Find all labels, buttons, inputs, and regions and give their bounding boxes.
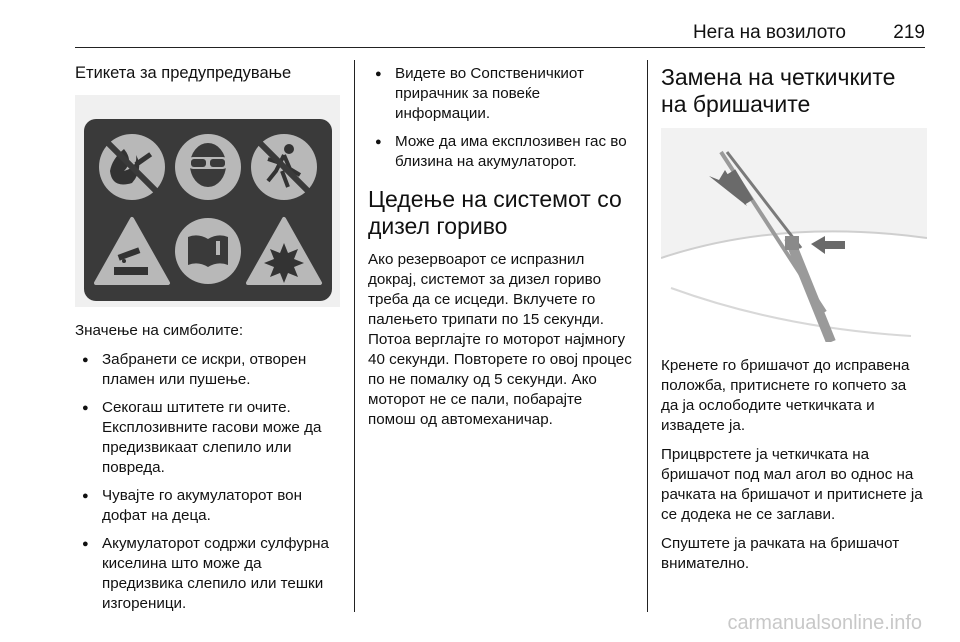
running-head: Нега на возилото [692, 22, 846, 43]
list-item: ● Секогаш штитете ги очите. Експлозивните гасови може да предизвикаат слепило или повреда. [75, 398, 345, 478]
section-heading: Замена на четкичките на бришачите [661, 64, 896, 117]
list-item: ● Може да има експлозивен гас во близина на акумулаторот. [368, 132, 634, 172]
column-divider [354, 60, 355, 612]
warning-label-title: Етикета за предупредување [75, 64, 292, 82]
list-item: ● Видете во Сопственичкиот прирачник за повеќе информации. [368, 64, 634, 124]
eye-protection-icon [175, 134, 241, 200]
column-left [75, 64, 345, 622]
symbols-list-continued [368, 64, 634, 172]
column-right [661, 64, 927, 583]
column-divider [647, 60, 648, 612]
section-paragraph: Ако резервоарот се испразнил докрај, системот за дизел гориво треба да се исцеди. Вклучете го палењето трипати по 15 секунди. Потоа верглајте го моторот најмногу 40 секунди. Повторете го овој процес по не помалку од 5 секунди. Ако моторот не се пали, побарајте помош од автомеханичар. [368, 251, 632, 428]
read-manual-icon [175, 218, 241, 284]
list-item: ● Забранети се искри, отворен пламен или пушење. [75, 350, 345, 390]
section-paragraph: Прицврстете ја четкичката на бришачот под мал агол во однос на рачката на бришачот и притиснете ја се додека не се заглави. [661, 446, 923, 523]
header-rule [75, 47, 925, 48]
section-paragraph: Спуштете ја рачката на бришачот внимателно. [661, 535, 900, 572]
list-item: ● Чувајте го акумулаторот вон дофат на деца. [75, 486, 345, 526]
symbols-intro: Значење на симболите: [75, 322, 244, 339]
column-middle [368, 64, 634, 439]
wiper-illustration [661, 128, 927, 342]
section-paragraph: Кренете го бришачот до исправена положба, притиснете го копчето за да ја ослободите четкичката и извадете ја. [661, 357, 910, 434]
section-heading: Цедење на системот со дизел гориво [368, 186, 622, 239]
list-item: ● Акумулаторот содржи сулфурна киселина што може да предизвика слепило или тешки изгореници. [75, 534, 345, 614]
warning-label-graphic [84, 119, 332, 301]
watermark: carmanualsonline.info [727, 612, 922, 634]
wiper-graphic [661, 128, 927, 342]
no-fire-icon [99, 134, 165, 200]
symbols-list [75, 350, 345, 614]
warning-label-illustration [75, 95, 340, 307]
page-number: 219 [893, 22, 925, 43]
keep-children-away-icon [251, 134, 317, 200]
